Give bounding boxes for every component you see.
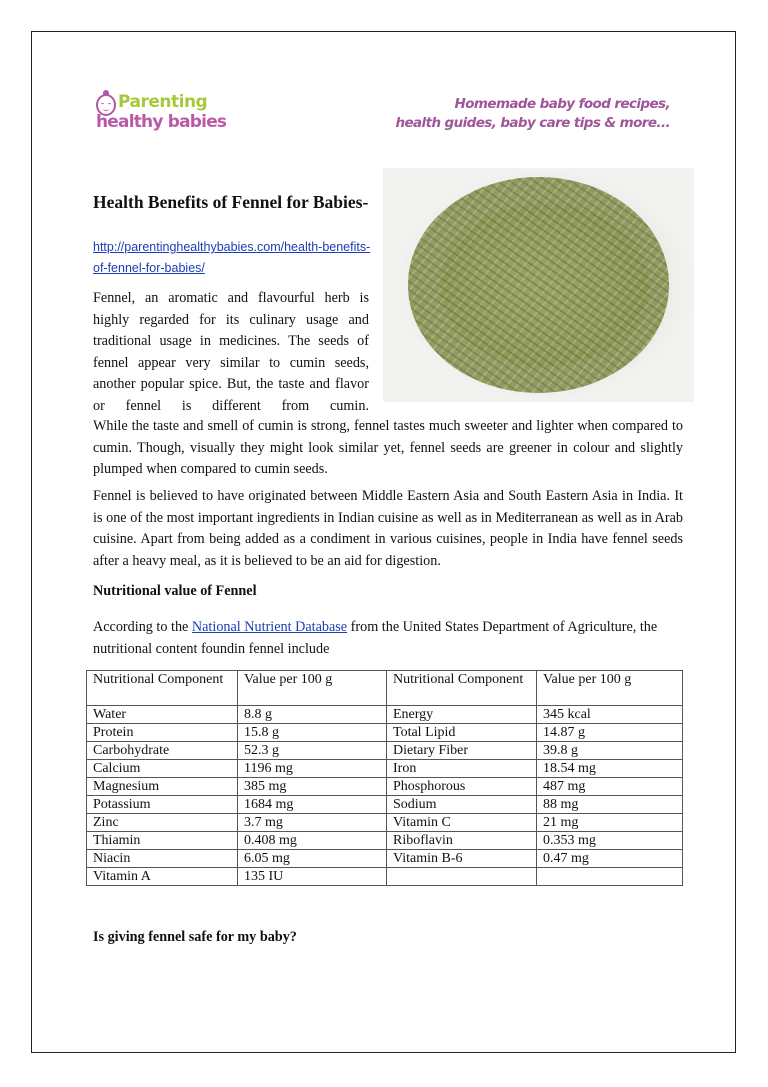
table-cell: 0.353 mg xyxy=(537,832,683,850)
table-cell: Thiamin xyxy=(87,832,238,850)
table-cell: 135 IU xyxy=(238,868,387,886)
site-tagline xyxy=(395,95,670,133)
table-cell xyxy=(387,868,537,886)
table-row xyxy=(87,706,683,724)
table-cell: 6.05 mg xyxy=(238,850,387,868)
header-cell: Value per 100 g xyxy=(537,671,683,706)
table-cell: Zinc xyxy=(87,814,238,832)
nutrition-intro-end: from the United States Department of Agriculture, the nutritional content foundin fennel include xyxy=(93,619,658,657)
table-row xyxy=(87,742,683,760)
seeds-texture xyxy=(408,177,669,392)
table-cell: 88 mg xyxy=(537,796,683,814)
header-cell: Nutritional Component xyxy=(387,671,537,706)
table-cell: Phosphorous xyxy=(387,778,537,796)
table-cell: Sodium xyxy=(387,796,537,814)
intro-paragraph-continued: While the taste and smell of cumin is strong, fennel tastes much sweeter and lighter when compared to cumin. Though, visually they might look similar yet, fennel seeds are greener in colour and slightly plumped when compared to cumin seeds. xyxy=(93,418,683,477)
fennel-seeds-photo xyxy=(383,168,694,402)
table-cell: 52.3 g xyxy=(238,742,387,760)
table-cell: 1684 mg xyxy=(238,796,387,814)
nutrition-intro-start: According to the xyxy=(93,619,192,635)
site-logo[interactable] xyxy=(94,90,234,138)
tagline-line-1: Homemade baby food recipes, xyxy=(454,96,670,112)
table-cell xyxy=(537,868,683,886)
table-row xyxy=(87,832,683,850)
table-row xyxy=(87,850,683,868)
table-cell: Riboflavin xyxy=(387,832,537,850)
table-cell: Total Lipid xyxy=(387,724,537,742)
table-cell: Potassium xyxy=(87,796,238,814)
header-cell: Nutritional Component xyxy=(87,671,238,706)
table-cell: 21 mg xyxy=(537,814,683,832)
table-cell: 18.54 mg xyxy=(537,760,683,778)
nutrition-intro-paragraph xyxy=(93,617,683,660)
nutrition-table xyxy=(86,670,683,886)
table-cell: Magnesium xyxy=(87,778,238,796)
table-cell: 14.87 g xyxy=(537,724,683,742)
table-cell: 487 mg xyxy=(537,778,683,796)
source-link[interactable]: http://parentinghealthybabies.com/health-benefits-of-fennel-for-babies/ xyxy=(93,240,371,275)
safety-heading: Is giving fennel safe for my baby? xyxy=(93,929,297,945)
table-row xyxy=(87,760,683,778)
table-header-row xyxy=(87,671,683,706)
table-cell: 8.8 g xyxy=(238,706,387,724)
table-cell: 0.408 mg xyxy=(238,832,387,850)
table-row xyxy=(87,724,683,742)
table-row xyxy=(87,796,683,814)
tagline-line-2: health guides, baby care tips & more... xyxy=(395,115,670,131)
table-cell: Vitamin C xyxy=(387,814,537,832)
table-cell: Vitamin A xyxy=(87,868,238,886)
table-cell: Dietary Fiber xyxy=(387,742,537,760)
table-cell: 3.7 mg xyxy=(238,814,387,832)
origin-paragraph: Fennel is believed to have originated between Middle Eastern Asia and South Eastern Asia in India. It is one of the most important ingredients in Indian cuisine as well as in Mediterranean as well as in Arab cuisine. Apart from being added as a condiment in various cuisines, people in India have fennel seeds after a heavy meal, as it is believed to be an aid for digestion. xyxy=(93,488,683,569)
table-row xyxy=(87,778,683,796)
table-cell: Carbohydrate xyxy=(87,742,238,760)
table-cell: Protein xyxy=(87,724,238,742)
logo-text-parenting: Parenting xyxy=(118,92,208,112)
table-cell: 0.47 mg xyxy=(537,850,683,868)
table-cell: Iron xyxy=(387,760,537,778)
table-cell: Calcium xyxy=(87,760,238,778)
table-cell: Niacin xyxy=(87,850,238,868)
table-row xyxy=(87,814,683,832)
national-nutrient-database-link[interactable]: National Nutrient Database xyxy=(191,619,348,635)
article-title: Health Benefits of Fennel for Babies- xyxy=(93,192,369,212)
logo-text-healthy-babies: healthy babies xyxy=(96,112,227,132)
table-cell: 39.8 g xyxy=(537,742,683,760)
table-cell: Vitamin B-6 xyxy=(387,850,537,868)
header-cell: Value per 100 g xyxy=(238,671,387,706)
table-cell: Water xyxy=(87,706,238,724)
table-cell: 1196 mg xyxy=(238,760,387,778)
table-cell: Energy xyxy=(387,706,537,724)
intro-paragraph-wrapped: Fennel, an aromatic and flavourful herb is highly regarded for its culinary usage and traditional usage in medicines. The seeds of fennel appear very similar to cumin seeds, another popular spice. But, the taste and flavor or fennel is different from cumin. xyxy=(93,290,369,414)
table-cell: 345 kcal xyxy=(537,706,683,724)
table-cell: 385 mg xyxy=(238,778,387,796)
table-cell: 15.8 g xyxy=(238,724,387,742)
nutrition-heading: Nutritional value of Fennel xyxy=(93,583,257,599)
table-row xyxy=(87,868,683,886)
